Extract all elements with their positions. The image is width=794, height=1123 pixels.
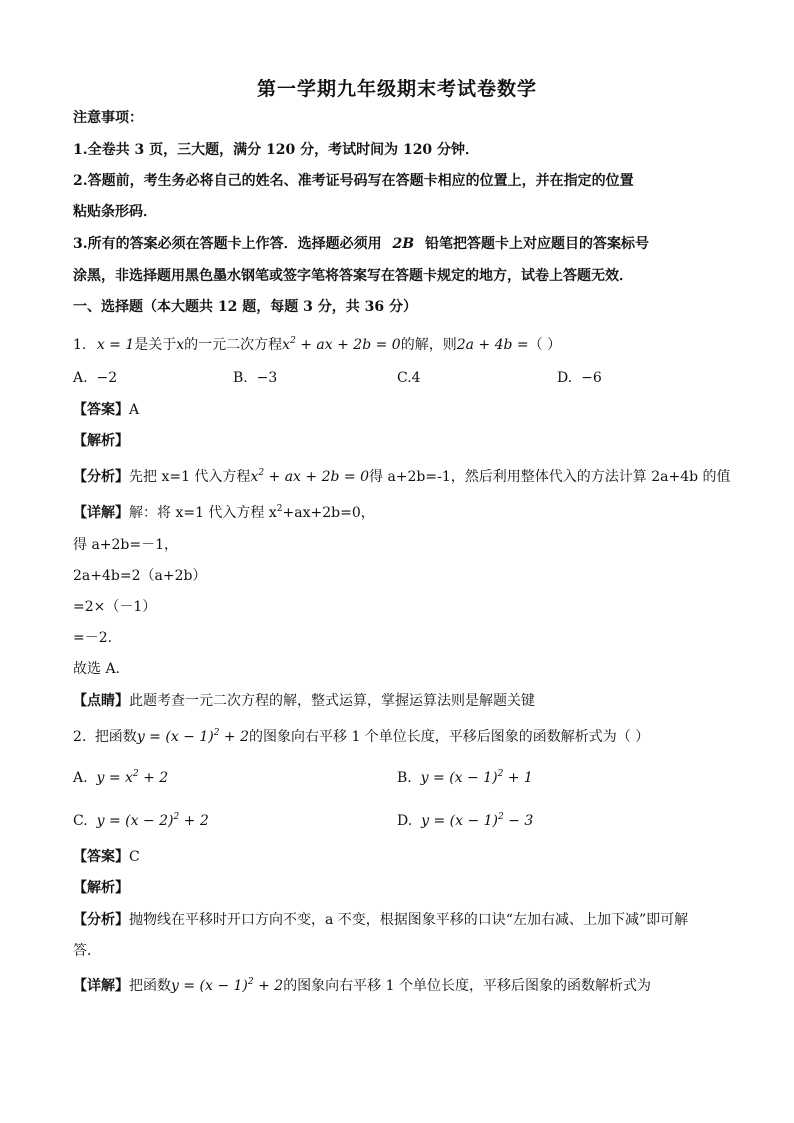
option-label: B.	[397, 770, 412, 786]
q1-option-a	[73, 368, 117, 388]
page-title: 第一学期九年级期末考试卷数学	[256, 78, 537, 100]
q2-answer	[73, 847, 140, 867]
option-value: −3	[256, 370, 278, 386]
q1-eq-part-a: x	[282, 337, 291, 353]
q1-math-2: x	[176, 337, 185, 353]
fenxi-equation	[250, 469, 369, 485]
q1-answer	[73, 400, 139, 420]
q2-analysis-tag: 【解析】	[73, 880, 129, 896]
q1-text-2: 的一元二次方程	[184, 337, 283, 353]
question-2-number: 2.	[73, 729, 87, 745]
q1-step-1: 得 a+2b=－1，	[73, 537, 179, 553]
q1-text-4: （ ）	[528, 337, 562, 353]
option-sup: 2	[497, 769, 504, 779]
fenxi-text-a: 先把 x=1 代入方程	[129, 469, 251, 485]
answer-tag: 【答案】	[73, 849, 129, 865]
q2-xiangjie	[73, 976, 651, 996]
xiangjie-math-b: + 2	[253, 978, 284, 994]
q1-step-2: 2a+4b=2（a+2b）	[73, 568, 207, 584]
option-math-b: + 2	[179, 813, 209, 829]
q1-eq-sup: 2	[290, 336, 296, 346]
note-2-line-1: 2.答题前，考生务必将自己的姓名、准考证号码写在答题卡相应的位置上，并在指定的位置	[73, 173, 634, 189]
q2-f-sup: 2	[213, 728, 220, 738]
option-math-a: y = (x − 2)	[96, 813, 174, 829]
q1-text-3: 的解，则	[400, 337, 457, 353]
question-1-stem	[73, 335, 561, 355]
option-label: A.	[73, 370, 88, 386]
q1-dianjing	[73, 691, 535, 711]
q2-f-b: + 2	[219, 729, 249, 745]
q2-option-b	[397, 768, 533, 788]
q1-equation	[282, 337, 401, 353]
option-label: D.	[397, 813, 413, 829]
q1-math-1: x = 1	[96, 337, 135, 353]
q1-eq-part-b: + ax + 2b = 0	[295, 337, 401, 353]
option-math-a: y = (x − 1)	[421, 813, 498, 829]
q1-step-5: 故选 A.	[73, 661, 121, 677]
option-label: D.	[557, 370, 573, 386]
option-math-b: + 1	[503, 770, 533, 786]
question-1-number: 1.	[73, 337, 87, 353]
fx-eq-b: + ax + 2b = 0	[264, 469, 369, 485]
q2-option-d	[397, 811, 533, 831]
q1-option-c	[397, 368, 421, 388]
option-label: A.	[73, 770, 88, 786]
xiangjie-text-b: +ax+2b=0，	[282, 505, 375, 521]
q1-step-3: =2×（－1）	[73, 599, 157, 615]
fx-eq-sup: 2	[258, 468, 265, 478]
xiangjie-tag: 【详解】	[73, 978, 129, 994]
xiangjie-sup: 2	[276, 504, 283, 514]
question-2-stem	[73, 727, 649, 747]
xiangjie-text-b: 的图象向右平移 1 个单位长度，平移后图象的函数解析式为	[283, 978, 651, 994]
section-heading: 一、选择题（本大题共 12 题，每题 3 分，共 36 分）	[73, 299, 417, 315]
xiangjie-sup: 2	[247, 977, 254, 987]
note-3-line-1	[73, 234, 649, 254]
option-value: −6	[581, 370, 602, 386]
option-sup: 2	[498, 812, 504, 822]
xiangjie-text-a: 把函数	[129, 978, 171, 994]
q1-fenxi	[73, 467, 731, 487]
q1-analysis-tag: 【解析】	[73, 433, 129, 449]
note-3-text-b: 铅笔把答题卡上对应题目的答案标号	[424, 236, 649, 252]
xiangjie-tag: 【详解】	[73, 505, 129, 521]
note-3-text-a: 3.所有的答案必须在答题卡上作答．选择题必须用	[73, 236, 382, 252]
option-math-b: − 3	[503, 813, 534, 829]
answer-value: A	[129, 402, 140, 418]
note-2-line-2: 粘贴条形码．	[73, 204, 157, 220]
q1-option-b	[233, 368, 277, 388]
option-label: C.	[73, 813, 88, 829]
q1-step-4: =－2.	[73, 630, 113, 646]
fenxi-tag: 【分析】	[73, 912, 129, 928]
fenxi-text-a: 抛物线在平移时开口方向不变，a 不变，根据图象平移的口诀“左加右减、上加下减”即可解	[129, 912, 689, 928]
option-value: 4	[411, 370, 421, 386]
option-sup: 2	[132, 769, 139, 779]
q2-f-a: y = (x − 1)	[136, 729, 214, 745]
answer-value: C	[129, 849, 140, 865]
q2-fenxi-line-1	[73, 910, 688, 930]
fenxi-tag: 【分析】	[73, 469, 129, 485]
q2-function	[137, 729, 249, 745]
fx-eq-a: x	[250, 469, 259, 485]
answer-tag: 【答案】	[73, 402, 129, 418]
option-sup: 2	[173, 812, 180, 822]
xiangjie-math-a: y = (x − 1)	[171, 978, 248, 994]
option-label: C.	[397, 370, 412, 386]
dianjing-text: 此题考查一元二次方程的解，整式运算，掌握运算法则是解题关键	[129, 693, 535, 709]
q2-text-2: 的图象向右平移 1 个单位长度，平移后图象的函数解析式为（ ）	[249, 729, 650, 745]
option-value: −2	[96, 370, 118, 386]
note-3-line-2: 涂黑，非选择题用黑色墨水钢笔或签字笔将答案写在答题卡规定的地方，试卷上答题无效．	[73, 268, 633, 284]
q2-option-c	[73, 811, 209, 831]
note-1: 1.全卷共 3 页，三大题，满分 120 分，考试时间为 120 分钟．	[73, 142, 480, 158]
q1-math-4: 2a + 4b =	[456, 337, 529, 353]
option-math-b: + 2	[138, 770, 169, 786]
option-label: B.	[233, 370, 248, 386]
q1-option-d	[557, 368, 602, 388]
notes-heading: 注意事项：	[73, 110, 143, 126]
q2-option-a	[73, 768, 168, 788]
fenxi-text-b: 得 a+2b=-1，然后利用整体代入的方法计算 2a+4b 的值	[369, 469, 731, 485]
q2-fenxi-line-2: 答．	[73, 943, 101, 959]
option-math-a: y = (x − 1)	[420, 770, 498, 786]
xiangjie-text-a: 解：将 x=1 代入方程 x	[129, 505, 277, 521]
note-3-math: 2B	[392, 236, 415, 252]
dianjing-tag: 【点睛】	[73, 693, 129, 709]
option-math-a: y = x	[96, 770, 133, 786]
q1-text-1: 是关于	[134, 337, 177, 353]
q2-text-1: 把函数	[94, 729, 137, 745]
q1-xiangjie	[73, 503, 375, 523]
